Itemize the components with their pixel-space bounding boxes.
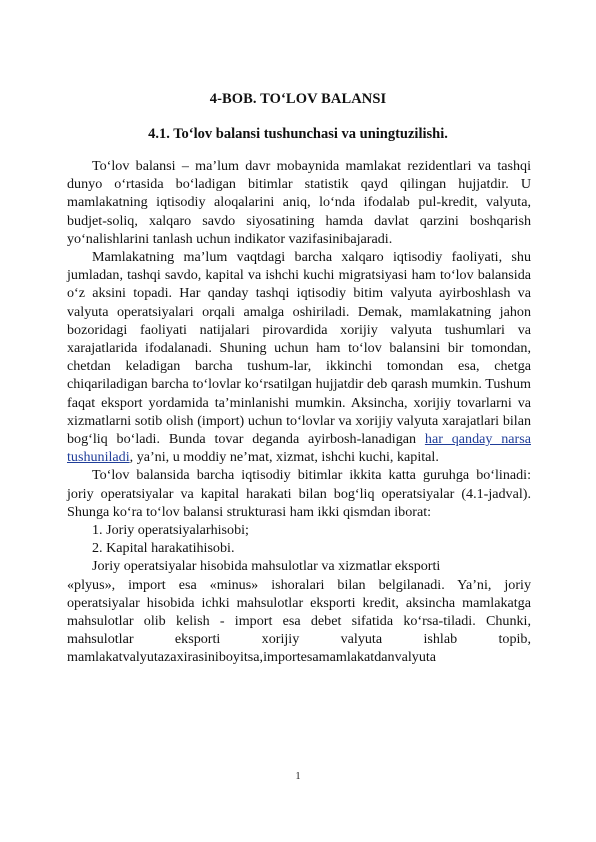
- page-number: 1: [295, 771, 301, 782]
- body-text: [67, 157, 531, 667]
- paragraph-2-text-start: Mamlakatning ma’lum vaqtdagi barcha xalqaro iqtisodiy faoliyati, shu jumladan, tashqi savdo, kapital va ishchi kuchi migratsiyasi ham to‘lov balansida o‘z aksini topadi. Har qanday tashqi iqtisodiy bitim valyuta ayirboshlash va valyuta operatsiyalari orqali amalga oshiriladi. Demak, mamlakatning jahon bozoridagi faoliyati natijalari pirovardida xorijiy valyuta tushumlari va xarajatlarida ifodalanadi. Shuning uchun ham to‘lov balansini bir tomondan, chetdan keladigan barcha tushum-lar, ikkinchi tomondan esa, chetga chiqariladigan barcha to‘lovlar ko‘rsatilgan hujjatdir deb qarash mumkin. Tushum faqat eksport yordamida ta’minlanishi mumkin. Aksincha, xorijiy tovarlarni va xizmatlarni sotib olish (import) uchun to‘lovlar va xorijiy valyuta xarajatlari bilan bog‘liq bo‘ladi. Bunda tovar deganda ayirbosh-lanadigan: [67, 249, 531, 448]
- paragraph-3: To‘lov balansida barcha iqtisodiy bitimlar ikkita katta guruhga bo‘linadi: joriy operatsiyalar va kapital harakati bilan bog‘liq operatsiyalar (4.1-jadval). Shunga ko‘ra to‘lov balansi strukturasi ham ikki qismdan iborat:: [67, 467, 531, 520]
- paragraph-4: «plyus», import esa «minus» ishoralari bilan belgilanadi. Ya’ni, joriy operatsiyalar hisobida ichki mahsulotlar eksporti kredit, aksincha mamlakatga mahsulotlar olib kelish - import esa debet sifatida ko‘rsa-tiladi. Chunki, mahsulotlar eksporti xorijiy valyuta ishlab topib, mamlakatvalyutazaxirasiniboyitsa,importesamamlakatdanvalyuta: [67, 576, 531, 666]
- list-item-1: 1. Joriy operatsiyalarhisobi;: [92, 522, 249, 539]
- paragraph-2: [67, 248, 531, 466]
- section-title: 4.1. To‘lov balansi tushunchasi va uningtuzilishi.: [148, 126, 448, 142]
- paragraph-2-text-end: , ya’ni, u moddiy ne’mat, xizmat, ishchi kuchi, kapital.: [129, 449, 439, 466]
- paragraph-4-first-line: Joriy operatsiyalar hisobida mahsulotlar va xizmatlar eksporti: [92, 558, 441, 575]
- hyperlink-text[interactable]: har qanday narsa tushuniladi: [67, 431, 531, 466]
- list-item-2: 2. Kapital harakatihisobi.: [92, 540, 235, 557]
- chapter-title: 4-BOB. TO‘LOV BALANSI: [209, 91, 387, 107]
- paragraph-1: To‘lov balansi – ma’lum davr mobaynida mamlakat rezidentlari va tashqi dunyo o‘rtasida bo‘ladigan bitimlar statistik qayd qilingan hujjatdir. U mamlakatning iqtisodiy aloqalarini aniq, lo‘nda ifodalab pul-kredit, valyuta, budjet-soliq, xalqaro savdo siyosatining hamda davlat qarzini boshqarish yo‘nalishlarini tanlash uchun indikator vazifasinibajaradi.: [67, 158, 531, 247]
